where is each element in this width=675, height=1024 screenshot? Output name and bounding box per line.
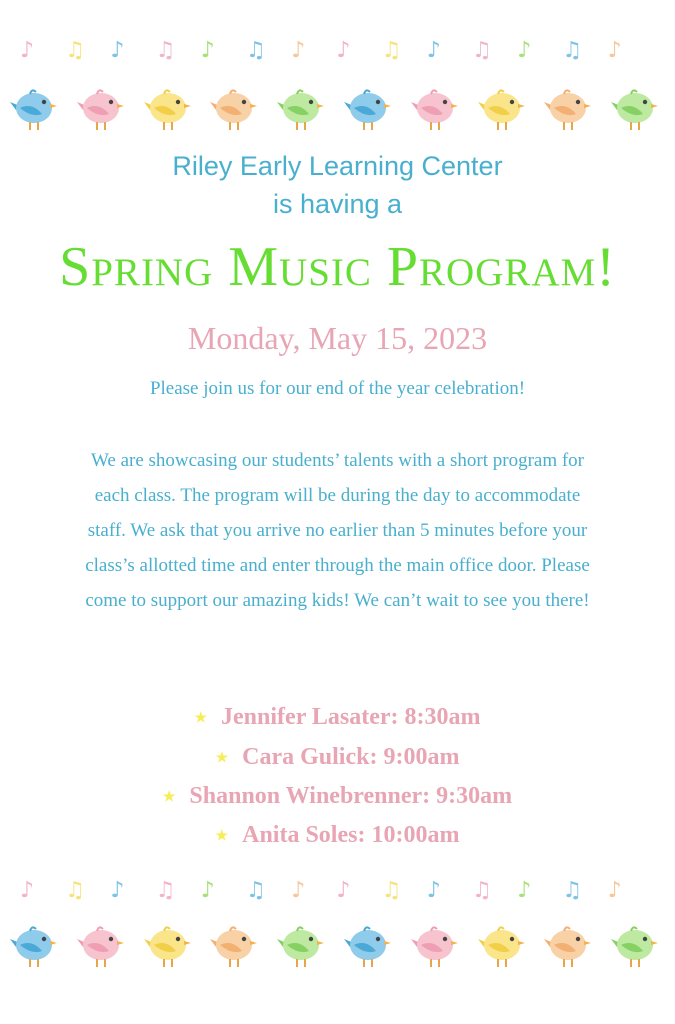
- schedule-item: [0, 740, 675, 776]
- music-note-icon: ♪: [110, 878, 125, 903]
- music-note-icon: ♫: [155, 878, 176, 903]
- star-icon: ★: [215, 751, 229, 766]
- music-notes-bottom-border: [0, 878, 675, 918]
- event-date: Monday, May 15, 2023: [187, 320, 488, 356]
- music-note-icon: ♪: [517, 878, 532, 903]
- schedule-item: [0, 818, 675, 854]
- star-icon: ★: [162, 790, 176, 805]
- birds-bottom-border: [0, 917, 675, 977]
- bird-icon: [8, 917, 64, 973]
- star-icon: ★: [194, 711, 208, 726]
- music-note-icon: ♪: [426, 878, 441, 903]
- birds-top-border: [0, 80, 675, 140]
- bird-icon: [342, 80, 398, 136]
- bird-icon: [409, 80, 465, 136]
- details-paragraph: We are showcasing our students’ talents with a short program for each class. The program will be during the day to accommodate staff. We ask that you arrive no earlier than 5 minutes before your class’s allotted time and enter through the main office door. Please come to support our amazing kids! We can’t wait to see you there!: [85, 450, 590, 611]
- bird-icon: [142, 917, 198, 973]
- music-note-icon: ♫: [562, 878, 583, 903]
- music-note-icon: ♪: [517, 38, 532, 63]
- music-note-icon: ♫: [381, 878, 402, 903]
- music-note-icon: ♫: [65, 38, 85, 63]
- music-note-icon: ♪: [607, 38, 622, 63]
- music-note-icon: ♫: [246, 878, 266, 903]
- music-note-icon: ♫: [472, 38, 492, 63]
- org-subline: is having a: [272, 189, 403, 219]
- music-note-icon: ♪: [200, 878, 215, 903]
- bird-icon: [208, 917, 264, 973]
- bird-icon: [142, 80, 198, 136]
- music-note-icon: ♪: [20, 878, 35, 903]
- music-note-icon: ♪: [336, 38, 351, 63]
- music-note-icon: ♪: [607, 878, 622, 903]
- music-note-icon: ♫: [472, 878, 492, 903]
- invite-line: Please join us for our end of the year celebration!: [149, 378, 526, 399]
- music-note-icon: ♪: [291, 878, 306, 903]
- schedule-label: Jennifer Lasater: 8:30am: [221, 704, 481, 730]
- music-note-icon: ♪: [426, 38, 441, 63]
- music-note-icon: ♫: [246, 38, 266, 63]
- bird-icon: [476, 917, 532, 973]
- music-note-icon: ♪: [291, 38, 306, 63]
- bird-icon: [342, 917, 398, 973]
- schedule-item: [0, 700, 675, 736]
- schedule-item: [0, 779, 675, 815]
- bird-icon: [8, 80, 64, 136]
- music-note-icon: ♫: [562, 38, 583, 63]
- star-icon: ★: [215, 829, 229, 844]
- music-notes-top-border: [0, 38, 675, 78]
- bird-icon: [609, 80, 665, 136]
- org-name: Riley Early Learning Center: [172, 151, 503, 181]
- bird-icon: [609, 917, 665, 973]
- bird-icon: [75, 917, 131, 973]
- bird-icon: [275, 917, 331, 973]
- event-title: Spring Music Program!: [59, 236, 616, 298]
- bird-icon: [409, 917, 465, 973]
- music-note-icon: ♫: [155, 38, 176, 63]
- schedule-label: Shannon Winebrenner: 9:30am: [189, 783, 513, 809]
- music-note-icon: ♫: [65, 878, 85, 903]
- music-note-icon: ♫: [381, 38, 402, 63]
- music-note-icon: ♪: [200, 38, 215, 63]
- bird-icon: [476, 80, 532, 136]
- music-note-icon: ♪: [20, 38, 35, 63]
- bird-icon: [542, 917, 598, 973]
- bird-icon: [542, 80, 598, 136]
- music-note-icon: ♪: [336, 878, 351, 903]
- schedule-label: Anita Soles: 10:00am: [242, 822, 460, 848]
- bird-icon: [275, 80, 331, 136]
- music-note-icon: ♪: [110, 38, 125, 63]
- bird-icon: [208, 80, 264, 136]
- schedule-label: Cara Gulick: 9:00am: [242, 744, 460, 770]
- bird-icon: [75, 80, 131, 136]
